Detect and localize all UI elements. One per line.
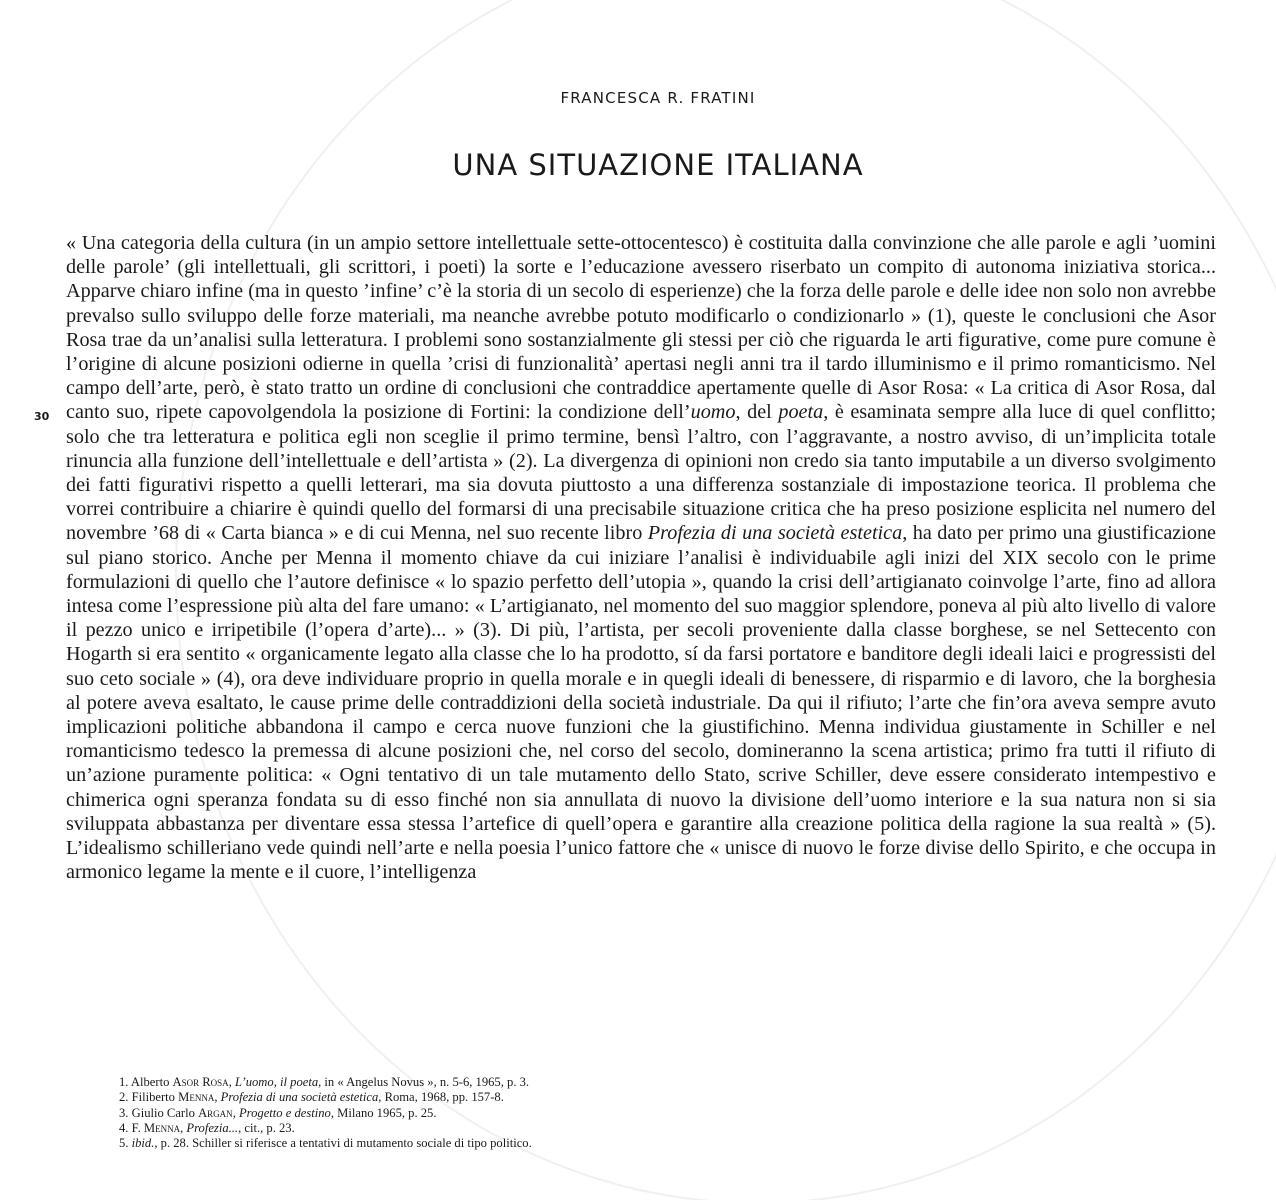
body-segment-italic: Profezia di una società estetica xyxy=(647,522,903,545)
footnote-text: F. xyxy=(128,1120,144,1135)
footnote-text: Alberto xyxy=(128,1075,173,1089)
body-segment-italic: poeta xyxy=(778,401,824,424)
footnote-work-title: Progetto e destino xyxy=(238,1105,331,1120)
footnote-text: Giulio Carlo xyxy=(128,1105,199,1120)
page-number: 30 xyxy=(34,410,50,423)
footnotes xyxy=(119,1075,819,1151)
body-text xyxy=(66,231,1216,884)
body-segment: « Una categoria della cultura (in un ampio settore intellettuale sette-ottocentesco) è costituita dalla convinzione che alle parole e agli ’uomini delle parole’ (gli intellettuali, gli scrittori, i poeti) la sorte e l’educazione avessero riserbato un compito di autonoma iniziativa storica... Apparve chiaro infine (ma in questo ’infine’ c’è la storia di un secolo di esperienze) che la forza delle parole e delle idee non solo non avrebbe prevalso sullo sviluppo delle forze materiali, ma neanche avrebbe potuto modificarlo o condizionarlo » (1), queste le conclusioni che Asor Rosa trae da un’analisi sulla letteratura. I problemi sono sostanzialmente gli stessi per ciò che riguarda le arti figurative, come pure comune è l’origine di alcune posizioni odierne in quella ’crisi di funzionalità’ apertasi negli anni tra il tardo illuminismo e il primo romanticismo. Nel campo dell’arte, però, è stato tratto un ordine di conclusioni che contraddice apertamente quelle di Asor Rosa: « La critica di Asor Rosa, dal canto suo, ripete capovolgendola la posizione di Fortini: la condizione dell’ xyxy=(66,232,1216,424)
footnote-author: Menna xyxy=(178,1090,215,1105)
footnote-number: 1. xyxy=(119,1075,129,1089)
footnote-author: Asor Rosa xyxy=(172,1075,229,1089)
footnote-number: 2. xyxy=(119,1090,129,1105)
footnote-text: , cit., p. 23. xyxy=(238,1120,295,1135)
footnote-text: Filiberto xyxy=(128,1090,179,1105)
footnote xyxy=(119,1106,819,1121)
footnote xyxy=(119,1121,819,1136)
footnote xyxy=(119,1075,819,1090)
footnote-text: , xyxy=(180,1120,187,1135)
footnote-text: , xyxy=(228,1075,235,1089)
footnote-text: , xyxy=(214,1090,221,1105)
footnote-text: , p. 28. Schiller si riferisce a tentativi di mutamento sociale di tipo politico. xyxy=(154,1136,532,1151)
footnote-work-title: Profezia... xyxy=(186,1120,239,1135)
author-name: FRANCESCA R. FRATINI xyxy=(560,89,756,107)
body-segment: , del xyxy=(735,401,779,424)
footnote-work-title: L’uomo, il poeta xyxy=(234,1075,319,1089)
footnote-work-title: ibid. xyxy=(131,1136,155,1151)
body-segment: , ha dato per primo una giustificazione sul piano storico. Anche per Menna il momento chiave da cui iniziare l’analisi è individuabile agli inizi del XIX secolo con le prime formulazioni di quello che l’autore definisce « lo spazio perfetto dell’utopia », quando la crisi dell’artigianato coinvolge l’arte, fino ad allora intesa come l’espressione più alta del fare umano: « L’artigianato, nel momento del suo maggior splendore, poneva al più alto livello di valore il pezzo unico e irripetibile (l’opera d’arte)... » (3). Di più, l’artista, per secoli proveniente dalla classe borghese, se nel Settecento con Hogarth si era sentito « organicamente legato alla classe che lo ha prodotto, sí da farsi portatore e banditore degli ideali laici e progressisti del suo ceto sociale » (4), ora deve individuare proprio in quella morale e in quegli ideali di benessere, di risparmio e di lavoro, che la borghesia al potere aveva esaltato, le cause prime delle contraddizioni della società industriale. Da qui il rifiuto; l’arte che fin’ora aveva sempre avuto implicazioni politiche abbandona il campo e cerca nuove funzioni che la giustifichino. Menna individua giustamente in Schiller e nel romanticismo tedesco la premessa di alcune posizioni che, nel corso del secolo, domineranno la scena artistica; primo fra tutti il rifiuto di un’azione puramente politica: « Ogni tentativo di un tale mutamento dello Stato, scrive Schiller, deve essere considerato intempestivo e chimerica ogni speranza fondata su di esso finché non sia annullata di nuovo la divisione dell’uomo interiore e la sua natura non si sia sviluppata abbastanza per diventare essa stessa l’artefice di quell’opera e garantire alla creazione politica della ragione la sua realtà » (5). L’idealismo schilleriano vede quindi nell’arte e nella poesia l’unico fattore che « unisce di nuovo le forze divise dello Spirito, e che occupa in armonico legame la mente e il cuore, l’intelligenza xyxy=(66,522,1216,884)
footnote-text: , xyxy=(232,1105,239,1120)
body-segment: , è esaminata sempre alla luce di quel conflitto; solo che tra letteratura e politica egli non sceglie il primo termine, bensì l’altro, con l’aggravante, a nostro avviso, di un’implicita totale rinuncia alla funzione dell’intellettuale e dell’artista » (2). La divergenza di opinioni non credo sia tanto imputabile a un diverso svolgimento dei fatti figurativi rispetto a quelli letterari, ma sia dovuta piuttosto a una differenza sostanziale di impostazione teorica. Il problema che vorrei contribuire a chiarire è quindi quello del formarsi di una precisabile situazione critica che ha preso posizione esplicita nel numero del novembre ’68 di « Carta bianca » e di cui Menna, nel suo recente libro xyxy=(66,401,1216,545)
article-title: UNA SITUAZIONE ITALIANA xyxy=(452,148,864,182)
footnote-author: Argan xyxy=(198,1105,233,1120)
footnote-author: Menna xyxy=(143,1120,181,1135)
footnote-number: 4. xyxy=(119,1120,129,1135)
footnote-text: , in « Angelus Novus », n. 5-6, 1965, p. 3. xyxy=(318,1075,530,1089)
footnote-text: , Milano 1965, p. 25. xyxy=(330,1105,437,1120)
footnote-number: 3. xyxy=(119,1105,129,1120)
body-paragraph xyxy=(66,231,1216,884)
body-segment-italic: uomo xyxy=(690,401,736,424)
footnote-number: 5. xyxy=(119,1136,129,1151)
footnote xyxy=(119,1136,819,1151)
footnote-text: , Roma, 1968, pp. 157-8. xyxy=(378,1090,504,1105)
footnote-work-title: Profezia di una società estetica xyxy=(220,1090,379,1105)
footnote xyxy=(119,1090,819,1105)
